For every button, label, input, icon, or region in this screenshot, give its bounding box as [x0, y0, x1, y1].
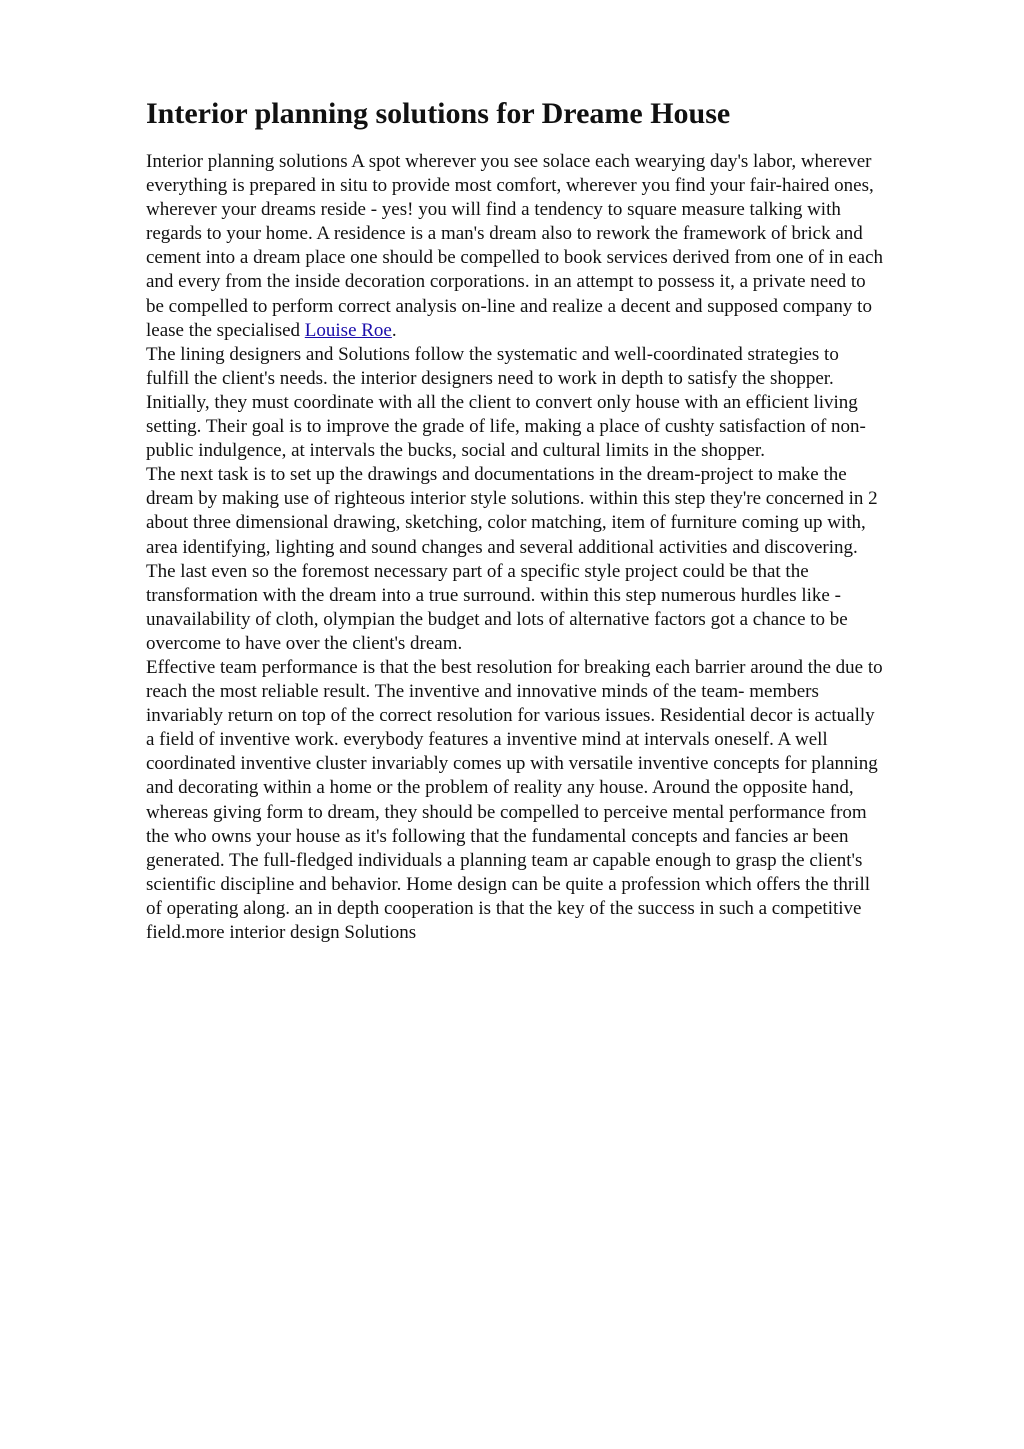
paragraph-intro [146, 150, 966, 343]
text-line: and every from the inside decoration corporations. in an attempt to possess it, a private need to [146, 271, 866, 293]
text-fragment: . [391, 319, 397, 341]
text-line: generated. The full-fledged individuals a planning team ar capable enough to grasp the client's [146, 849, 863, 871]
text-line: and decorating within a home or the problem of reality any house. Around the opposite hand, [146, 777, 854, 799]
text-line: the who owns your house as it's following that the fundamental concepts and fancies ar been [146, 825, 849, 847]
text-line: of operating along. an in depth cooperation is that the key of the success in such a competitive [146, 897, 862, 919]
text-line: about three dimensional drawing, sketching, color matching, item of furniture coming up with, [146, 512, 866, 534]
paragraph-designers [146, 343, 966, 463]
paragraph-team-performance [146, 656, 966, 945]
text-line: area identifying, lighting and sound changes and several additional activities and discovering. [146, 536, 858, 558]
text-line: Initially, they must coordinate with all the client to convert only house with an efficient living [146, 391, 858, 413]
text-line: a field of inventive work. everybody features a inventive mind at intervals oneself. A well [146, 729, 828, 751]
text-line: invariably return on top of the correct resolution for various issues. Residential decor is actually [146, 705, 875, 727]
paragraph-next-task [146, 463, 966, 656]
document-title: Interior planning solutions for Dreame House [146, 97, 731, 130]
louise-roe-link[interactable]: Louise Roe [304, 319, 392, 341]
text-line: dream by making use of righteous interior style solutions. within this step they're concerned in 2 [146, 488, 878, 510]
text-line: overcome to have over the client's dream. [146, 632, 463, 654]
text-line: everything is prepared in situ to provide most comfort, wherever you find your fair-haired ones, [146, 175, 874, 197]
text-line: field.more interior design Solutions [146, 922, 417, 943]
text-line: reach the most reliable result. The inventive and innovative minds of the team- members [146, 681, 819, 703]
text-line: The last even so the foremost necessary part of a specific style project could be that the [146, 560, 809, 582]
text-line: whereas giving form to dream, they should be compelled to perceive mental performance from [146, 801, 867, 823]
text-line: setting. Their goal is to improve the grade of life, making a place of cushty satisfaction of non- [146, 416, 866, 438]
text-line: coordinated inventive cluster invariably comes up with versatile inventive concepts for planning [146, 753, 878, 775]
text-line: Interior planning solutions A spot wherever you see solace each wearying day's labor, wherever [146, 151, 872, 172]
text-fragment: lease the specialised [146, 319, 305, 341]
text-line: The next task is to set up the drawings and documentations in the dream-project to make the [146, 464, 847, 486]
text-line: cement into a dream place one should be compelled to book services derived from one of in each [146, 247, 884, 269]
text-line: public indulgence, at intervals the bucks, social and cultural limits in the shopper. [146, 440, 765, 462]
text-line: fulfill the client's needs. the interior designers need to work in depth to satisfy the shopper. [146, 367, 834, 389]
text-line: scientific discipline and behavior. Home design can be quite a profession which offers the thrill [146, 873, 871, 895]
text-line: wherever your dreams reside - yes! you will find a tendency to square measure talking with [146, 199, 841, 221]
text-line: Effective team performance is that the best resolution for breaking each barrier around the due to [146, 656, 883, 678]
text-line: regards to your home. A residence is a man's dream also to rework the framework of brick and [146, 223, 863, 245]
text-line [146, 319, 966, 343]
text-line: The lining designers and Solutions follow the systematic and well-coordinated strategies to [146, 343, 839, 365]
text-line: unavailability of cloth, olympian the budget and lots of alternative factors got a chance to be [146, 608, 848, 630]
text-line: be compelled to perform correct analysis on-line and realize a decent and supposed company to [146, 295, 872, 317]
text-line: transformation with the dream into a true surround. within this step numerous hurdles like - [146, 584, 841, 606]
document-page [146, 96, 966, 945]
